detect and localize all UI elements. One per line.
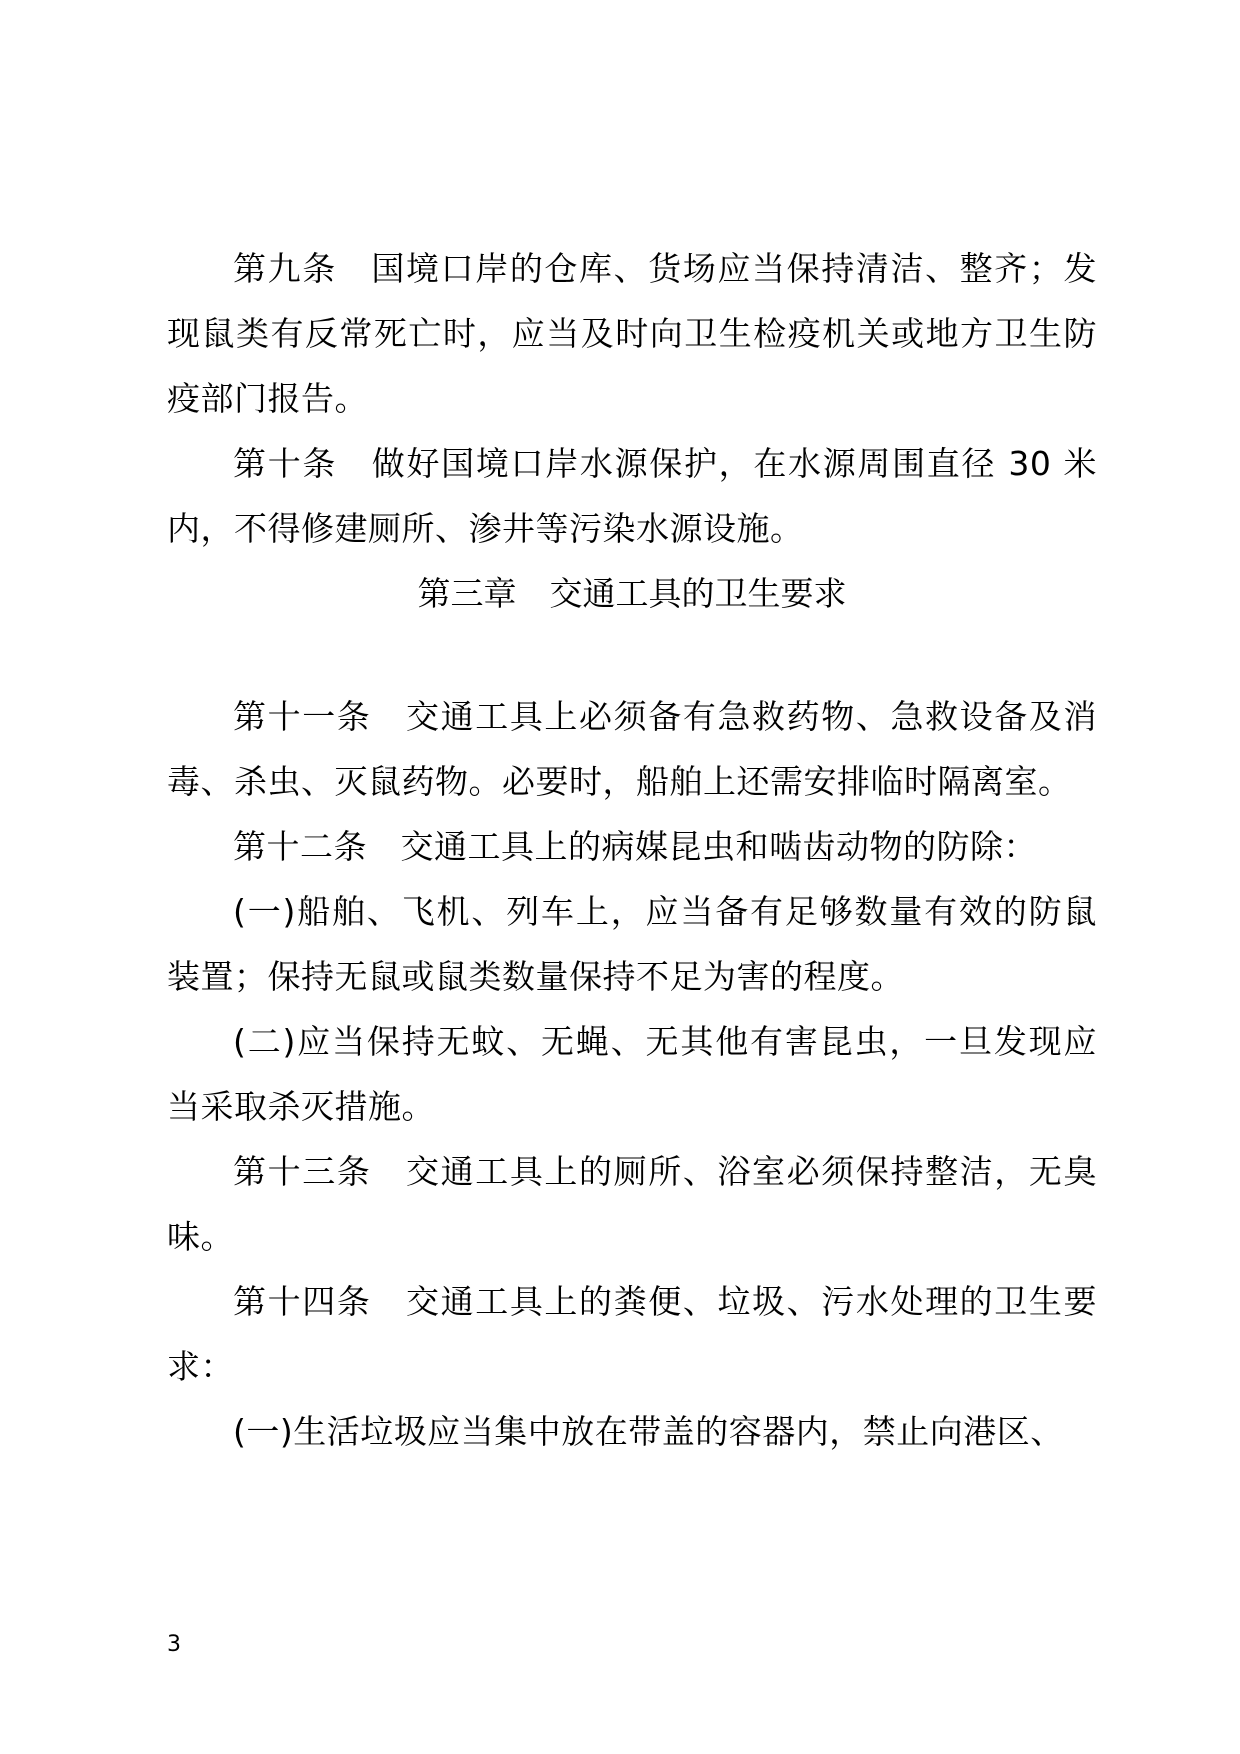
chapter-title: 第三章 交通工具的卫生要求 [417,574,847,613]
article-10: 第十条 做好国境口岸水源保护，在水源周围直径 30 米内，不得修建厕所、渗井等污染水源设施。 [167,444,1097,548]
chapter-spacer [167,626,1097,684]
article-11: 第十一条 交通工具上必须备有急救药物、急救设备及消毒、杀虫、灭鼠药物。必要时，船舶上还需安排临时隔离室。 [167,697,1097,801]
article-14: 第十四条 交通工具上的粪便、垃圾、污水处理的卫生要求： [167,1282,1097,1386]
article-12-item-2: (二)应当保持无蚊、无蝇、无其他有害昆虫，一旦发现应当采取杀灭措施。 [167,1022,1097,1126]
document-body [167,236,1097,1464]
article-12-item-1: (一)船舶、飞机、列车上，应当备有足够数量有效的防鼠装置；保持无鼠或鼠类数量保持不足为害的程度。 [167,892,1097,996]
article-13: 第十三条 交通工具上的厕所、浴室必须保持整洁，无臭味。 [167,1152,1097,1256]
article-14-item-1: (一)生活垃圾应当集中放在带盖的容器内，禁止向港区、 [233,1412,1064,1451]
page-number: 3 [167,1632,181,1657]
article-12: 第十二条 交通工具上的病媒昆虫和啮齿动物的防除： [233,827,1037,866]
article-9: 第九条 国境口岸的仓库、货场应当保持清洁、整齐；发现鼠类有反常死亡时，应当及时向卫生检疫机关或地方卫生防疫部门报告。 [167,249,1097,418]
